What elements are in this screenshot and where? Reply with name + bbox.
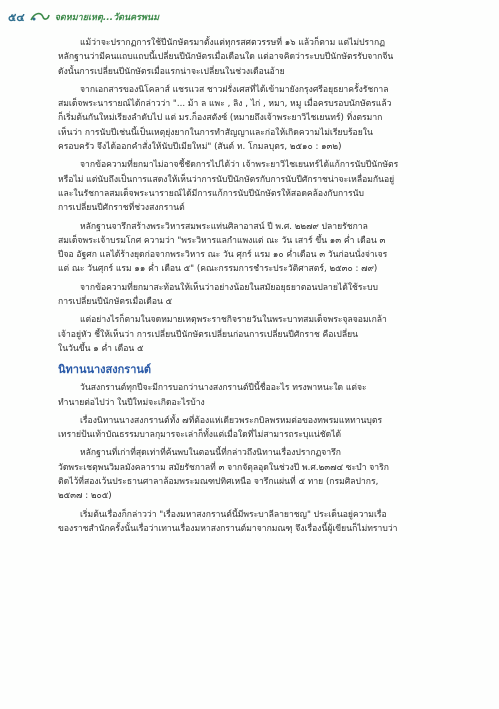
ornament-icon bbox=[29, 11, 51, 23]
text-line: หรือไม่ แต่นับถึงเป็นการแสดงให้เห็นว่าการนับปีนักษัตรกับการนับปีศักราชน่าจะเหลื่อมกันอยู่ bbox=[58, 174, 395, 185]
running-title: จดหมายเหตุ...วัดนครพนม bbox=[54, 13, 159, 23]
text-line: การเปลี่ยนปีนักษัตรเมื่อเดือน ๕ bbox=[58, 297, 173, 308]
paragraph bbox=[0, 220, 499, 277]
text-line: เรื่องนิทานนางสงกรานต์ทั้ง ๗ที่ต้องแห่เดียวพระกบิลพรหมต่อของทพรมแหทานบุตร bbox=[80, 415, 383, 426]
text-line: ก็เริ่มต้นกันใหม่เรียงลำดับไป แต่ มร.ก็องสตังซ์ (หมายถึงเจ้าพระยาวิไชเยนทร์) ทิ่งตรมาก bbox=[58, 113, 383, 124]
text-line: ดังนั้นการเปลี่ยนปีนักษัตรเมื่อแรกน่าจะเปลี่ยนในช่วงเดือนอ้าย bbox=[58, 66, 285, 77]
text-line: ปีจอ อัฐศก แลได้ร้างยุดก่อจากพระวิหาร ณะ วัน ศุกร์ แรม ๑๐ ค่ำเดือน ๓ วันก่อนนั่งจ่าเจร bbox=[58, 250, 388, 261]
text-line: แม้ว่าจะปรากฏการใช้ปีนักษัตรมาตั้งแต่ทุกรสศตวรรษที่ ๑๖ แล้วก็ตาม แต่ไม่ปรากฏ bbox=[80, 38, 385, 48]
paragraph bbox=[0, 508, 499, 537]
text-line: การเปลี่ยนปีศักราชที่ช่วงสงกรานต์ bbox=[58, 203, 185, 214]
page-number: ๕๔ bbox=[8, 11, 25, 24]
text-line: หลักฐานจารึกสร้างพระวิหารสมพระแท่นศิลาอาสน์ ปี พ.ศ. ๒๒๗๙ ปลายรัชกาล bbox=[80, 221, 368, 232]
section-heading: นิทานนางสงกรานต์ bbox=[58, 363, 152, 377]
text-line: จากข้อความที่ยกมาไม่อาจชี้ชัดการไปได้ว่า เจ้าพระยาวิไชเยนทร์ได้แก้การนับปีนักษัตร bbox=[80, 160, 399, 171]
paragraph bbox=[0, 158, 499, 215]
text-line: ๒๕๓๗ : ๒๐๕) bbox=[58, 491, 112, 502]
page-header bbox=[8, 8, 159, 26]
section-paragraphs bbox=[0, 381, 499, 536]
paragraph bbox=[0, 381, 499, 410]
text-line: ทำนายต่อไปว่า ในปีใหม่จะเกิดอะไรบ้าง bbox=[58, 397, 205, 408]
text-line: ครอบครัว จึงได้ออกคำสั่งให้นับปีเมียใหม่" (สันต์ ท. โกมลบุตร, ๒๕๑๐ : ๑๓๒) bbox=[58, 142, 342, 153]
text-line: เจ้าอยู่หัว ชี้ให้เห็นว่า การเปลี่ยนปีนักษัตรเปลี่ยนก่อนการเปลี่ยนปีศักราช คือเปลี่ยน bbox=[58, 329, 358, 340]
text-line: เริ่มต้นเรื่องก็กล่าวว่า "เรื่องมหาสงกรานต์นี้มีพระบาลีลายาชญ" ประเด็นอยู่ความเรื่อ bbox=[80, 509, 387, 520]
text-line: หลักฐานว่ามีคนแถบแถบนี้เปลี่ยนปีนักษัตรเมื่อเดือนใด แต่อาจคิดว่าระบบปีนักษัตรรับจากจีน bbox=[58, 52, 394, 63]
body-paragraphs bbox=[0, 36, 499, 356]
paragraph bbox=[0, 281, 499, 310]
text-line: เห็นว่า การนับปีเช่นนี้เป็นเหตุยุ่งยากในการทำสัญญาและก่อให้เกิดความไม่เรียบร้อยใน bbox=[58, 127, 373, 138]
text-line: ในวันขึ้น ๑ ค่ำ เดือน ๕ bbox=[58, 343, 144, 354]
text-line: แต่อย่างไรก็ตามในจดหมายเหตุพระราชกิจรายวันในพระบาทสมเด็จพระจุลจอมเกล้า bbox=[80, 315, 387, 326]
text-line: สมเด็จพระนารายณ์ได้กล่าวว่า "... ม้า ล แพะ , ลิง , ไก่ , หมา, หมู เมื่อครบรอบนักษัตรแล้ว bbox=[58, 99, 392, 110]
paragraph bbox=[0, 83, 499, 154]
text-line: เทราย่ป้นเท้าบัณธรรมบาลกุมารจะเล่าก็ทั้งแต่เมื่อใดที่ไม่สามารถระบุแน่ชัดได้ bbox=[58, 430, 342, 441]
paragraph bbox=[0, 446, 499, 503]
text-line: วันสงกรานต์ทุกปีจะมีการบอกว่านางสงกรานต์ปีนี้ชื่ออะไร ทรงพาหนะใด แต่จะ bbox=[80, 383, 367, 394]
text-line: สมเด็จพระเจ้าบรมโกศ ความว่า "พระวิหารแลกำแพงแต่ ณะ วัน เสาร์ ขึ้น ๑๓ ค่ำ เดือน ๓ bbox=[58, 235, 386, 246]
paragraph bbox=[0, 414, 499, 443]
text-line: ติดไว้ที่สองเว้นประธานศาลาล้อมพระมณฑปทิศเหนือ จารึกแผ่นที่ ๕ ทาย (กรมศิลปากร, bbox=[58, 477, 379, 488]
text-line: ของราชสำนักครั้งนั้นเรื่อว่าเทานเรื่องมหาสงกรานต์มาจากมณฑุ จึงเรื่องนี้ผู้เขียนก็ไม่ทราบว่า bbox=[58, 523, 398, 534]
paragraph bbox=[0, 36, 499, 79]
text-line: และในรัชกาลสมเด็จพระนารายณ์ได้มีการแก้การนับปีนักษัตรให้สอดคล้องกับการนับ bbox=[58, 188, 364, 199]
text-line: วัดพระเชตุพนวิมลมังคลาราม สมัยรัชกาลที่ ๓ จากจัตุลอุดในช่วงปี พ.ศ.๒๓๗๔ ซะบำ จาริก bbox=[58, 462, 389, 473]
text-line: จากข้อความที่ยกมาสะท้อนให้เห็นว่าอย่างน้อยในสมัยอยุธยาตอนปลายได้ใช้ระบบ bbox=[80, 282, 378, 293]
text-line: แต่ ณะ วันศุกร์ แรม ๑๑ ค่ำ เดือน ๕" (คณะกรรมการชำระประวัติศาสตร์, ๒๕๓๐ : ๗๙) bbox=[58, 264, 378, 275]
text-line: จากเอกสารของนิโคลาส์ แชรแวส ชาวฝรั่งเศสที่ได้เข้ามายังกรุงศรีอยุธยาครั้งรัชกาล bbox=[80, 84, 389, 95]
page-body bbox=[0, 36, 499, 540]
paragraph bbox=[0, 313, 499, 356]
text-line: หลักฐานที่เก่าที่สุดเท่าที่ค้นพบในตอนนี้ที่กล่าวถึงนิทานเรื่องปรากฏจารึก bbox=[80, 448, 341, 459]
